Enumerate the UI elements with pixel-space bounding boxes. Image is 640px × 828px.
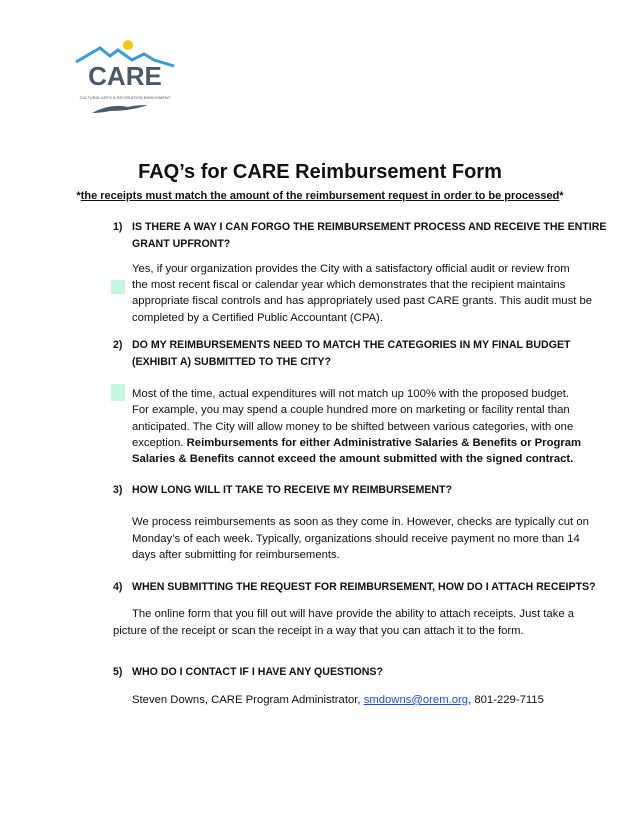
faq-answer-line: the most recent fiscal or calendar year which demonstrates that the recipient maintains [132,279,566,291]
faq-answer-line: appropriate fiscal controls and has appropriately used past CARE grants. This audit must be [132,295,593,307]
faq-answer-line: Monday’s of each week. Typically, organizations should receive payment no more than 14 [132,533,580,545]
faq-answer-line [132,436,581,451]
form-field-highlight[interactable] [111,280,125,294]
faq-number: 3) [113,484,123,496]
faq-answer-line: Yes, if your organization provides the City with a satisfactory official audit or review from [132,263,570,275]
contact-phone: , 801-229-7115 [468,694,544,706]
page-title: FAQ’s for CARE Reimbursement Form [138,161,502,183]
faq-number: 4) [113,581,123,593]
logo-tagline: CULTURAL ARTS & RECREATION ENRICHMENT [79,95,171,100]
faq-question: DO MY REIMBURSEMENTS NEED TO MATCH THE CATEGORIES IN MY FINAL BUDGET [132,339,571,351]
contact-name: Steven Downs, CARE Program Administrator, [132,694,364,706]
faq-answer-line: picture of the receipt or scan the receipt in a way that you can attach it to the form. [113,625,524,637]
faq-question: WHO DO I CONTACT IF I HAVE ANY QUESTIONS? [132,666,383,678]
faq-question: IS THERE A WAY I CAN FORGO THE REIMBURSEMENT PROCESS AND RECEIVE THE ENTIRE [132,221,607,233]
faq-number: 1) [113,221,123,233]
answer-bold-text: Reimbursements for either Administrative Salaries & Benefits or Program [186,437,582,449]
subtitle-pre: * [76,190,81,202]
faq-answer-line: Most of the time, actual expenditures will not match up 100% with the proposed budget. [132,388,570,400]
faq-question: (EXHIBIT A) SUBMITTED TO THE CITY? [132,356,331,368]
faq-answer-line: Salaries & Benefits cannot exceed the amount submitted with the signed contract. [132,453,574,465]
contact-line [132,693,544,708]
care-logo [70,36,180,118]
email-link[interactable]: smdowns@orem.org [363,694,469,706]
subtitle-post: * [559,190,564,202]
faq-question: HOW LONG WILL IT TAKE TO RECEIVE MY REIMBURSEMENT? [132,484,452,496]
faq-answer-line: completed by a Certified Public Accountant (CPA). [132,312,383,324]
faq-number: 2) [113,339,123,351]
faq-answer-line: We process reimbursements as soon as they come in. However, checks are typically cut on [132,516,589,528]
faq-question: GRANT UPFRONT? [132,238,231,250]
faq-number: 5) [113,666,123,678]
faq-answer-line: The online form that you fill out will have provide the ability to attach receipts. Just take a [132,608,575,620]
logo-wordmark: CARE [88,61,162,91]
faq-question: WHEN SUBMITTING THE REQUEST FOR REIMBURSEMENT, HOW DO I ATTACH RECEIPTS? [132,581,596,593]
faq-answer-line: For example, you may spend a couple hundred more on marketing or facility rental than [132,404,570,416]
form-field-highlight[interactable] [111,384,125,401]
faq-answer-line: anticipated. The City will allow money to be shifted between various categories, with one [132,421,574,433]
subtitle-underlined: the receipts must match the amount of the reimbursement request in order to be processed [80,190,560,202]
subtitle-note [0,189,640,204]
faq-answer-line: days after submitting for reimbursements. [132,549,340,561]
answer-text: exception. [132,437,187,449]
